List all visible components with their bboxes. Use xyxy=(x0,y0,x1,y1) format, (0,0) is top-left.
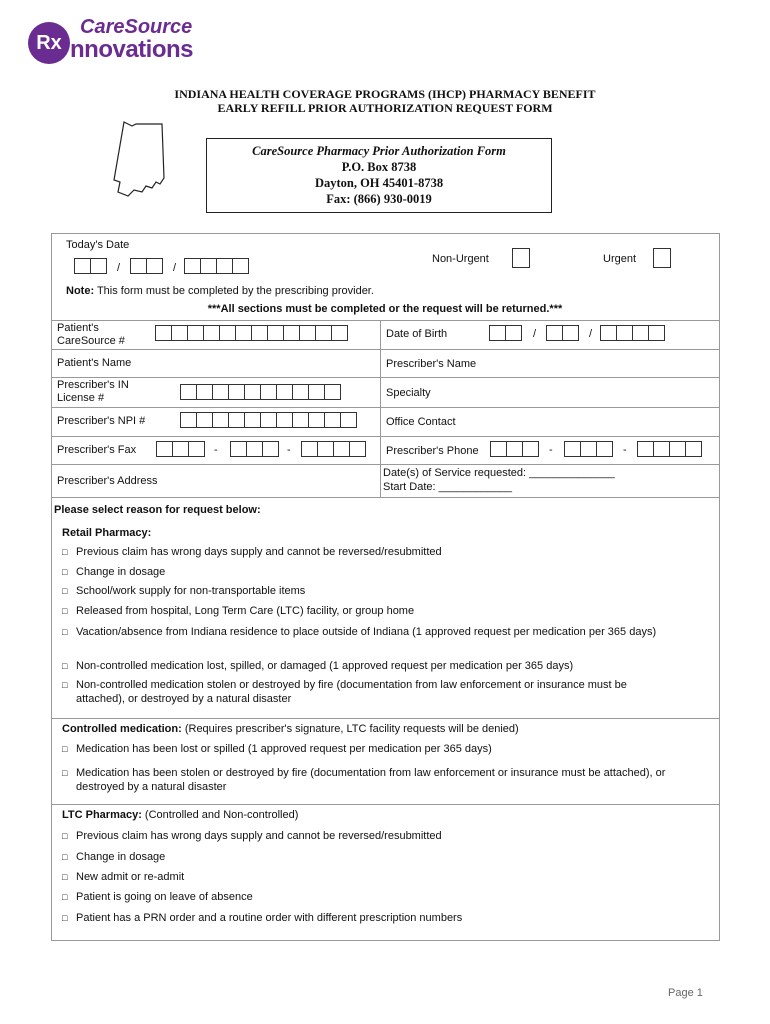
controlled-note: (Requires prescriber's signature, LTC facility requests will be denied) xyxy=(181,723,519,735)
date-month-boxes[interactable] xyxy=(74,258,107,274)
logo-mark: Rx xyxy=(28,22,70,64)
checkbox-icon[interactable]: □ xyxy=(62,892,68,902)
address-box xyxy=(206,138,552,213)
prescriber-license-boxes[interactable] xyxy=(180,384,341,400)
ltc-item[interactable] xyxy=(62,829,682,843)
retail-item-text: Non-controlled medication lost, spilled, or damaged (1 approved request per medication per 365 days) xyxy=(76,660,574,672)
fax-dash-1: - xyxy=(214,444,218,456)
ltc-item[interactable] xyxy=(62,870,682,884)
dob-slash-1: / xyxy=(533,328,537,340)
prescriber-address-label: Prescriber's Address xyxy=(57,475,158,487)
fax-dash-2: - xyxy=(287,444,291,456)
date-slash-2: / xyxy=(173,262,177,274)
prescriber-phone-label: Prescriber's Phone xyxy=(386,445,479,457)
retail-item[interactable] xyxy=(62,604,682,618)
checkbox-icon[interactable]: □ xyxy=(62,913,68,923)
date-day-boxes[interactable] xyxy=(130,258,163,274)
retail-item-text: Released from hospital, Long Term Care (LTC) facility, or group home xyxy=(76,605,415,617)
logo xyxy=(28,18,228,68)
retail-item-text: Previous claim has wrong days supply and cannot be reversed/resubmitted xyxy=(76,546,442,558)
page-number: Page 1 xyxy=(668,987,703,999)
phone-line-boxes[interactable] xyxy=(637,441,702,457)
indiana-map-icon xyxy=(112,120,172,200)
controlled-item-text: Medication has been lost or spilled (1 approved request per medication per 365 days) xyxy=(76,743,492,755)
note-bold: Note: xyxy=(66,285,95,297)
phone-dash-1: - xyxy=(549,444,553,456)
controlled-title-bold: Controlled medication: xyxy=(62,723,182,735)
ltc-item[interactable] xyxy=(62,890,682,904)
ltc-item[interactable] xyxy=(62,911,682,925)
retail-item[interactable] xyxy=(62,545,682,559)
ltc-item[interactable] xyxy=(62,850,682,864)
controlled-item[interactable] xyxy=(62,742,682,756)
controlled-item-text: Medication has been stolen or destroyed by fire (documentation from law enforcement or insurance must be attached), or destroyed by a natural disaster xyxy=(76,767,666,793)
office-contact-label: Office Contact xyxy=(386,416,456,428)
checkbox-icon[interactable]: □ xyxy=(62,606,68,616)
dob-day-boxes[interactable] xyxy=(546,325,579,341)
reasons-heading: Please select reason for request below: xyxy=(54,504,261,516)
retail-item[interactable] xyxy=(62,584,682,598)
fax-area-boxes[interactable] xyxy=(156,441,205,457)
checkbox-icon[interactable]: □ xyxy=(62,852,68,862)
controlled-item[interactable] xyxy=(62,766,682,794)
controlled-title xyxy=(62,723,519,735)
start-date-label: Start Date: ____________ xyxy=(383,481,513,493)
ltc-title-bold: LTC Pharmacy: xyxy=(62,809,142,821)
dob-month-boxes[interactable] xyxy=(489,325,522,341)
form-title xyxy=(0,87,770,115)
ltc-item-text: Patient is going on leave of absence xyxy=(76,891,253,903)
todays-date-label: Today's Date xyxy=(66,239,130,251)
retail-item-text: Non-controlled medication stolen or destroyed by fire (documentation from law enforcement or insurance must be attached), or destroyed by a natural disaster xyxy=(76,679,627,705)
title-line1: INDIANA HEALTH COVERAGE PROGRAMS (IHCP) PHARMACY BENEFIT xyxy=(174,87,596,101)
dob-slash-2: / xyxy=(589,328,593,340)
retail-item[interactable] xyxy=(62,678,682,706)
address-line2: P.O. Box 8738 xyxy=(341,160,417,174)
title-line2: EARLY REFILL PRIOR AUTHORIZATION REQUEST FORM xyxy=(217,101,553,115)
patient-caresource-boxes[interactable] xyxy=(155,325,348,341)
ltc-item-text: Patient has a PRN order and a routine order with different prescription numbers xyxy=(76,912,463,924)
date-slash-1: / xyxy=(117,262,121,274)
dob-year-boxes[interactable] xyxy=(600,325,665,341)
phone-prefix-boxes[interactable] xyxy=(564,441,613,457)
ltc-item-text: Change in dosage xyxy=(76,851,166,863)
prescriber-npi-label: Prescriber's NPI # xyxy=(57,415,146,427)
address-line4: Fax: (866) 930-0019 xyxy=(326,192,432,206)
dates-service-label: Date(s) of Service requested: ______________ xyxy=(383,467,615,479)
checkbox-icon[interactable]: □ xyxy=(62,661,68,671)
non-urgent-label: Non-Urgent xyxy=(432,253,489,265)
checkbox-icon[interactable]: □ xyxy=(62,680,68,690)
checkbox-icon[interactable]: □ xyxy=(62,627,68,637)
fax-line-boxes[interactable] xyxy=(301,441,366,457)
retail-item-text: Vacation/absence from Indiana residence to place outside of Indiana (1 approved request per medication per 365 days) xyxy=(76,626,657,638)
urgent-checkbox[interactable] xyxy=(653,248,671,268)
checkbox-icon[interactable]: □ xyxy=(62,567,68,577)
prescriber-npi-boxes[interactable] xyxy=(180,412,357,428)
retail-item-text: School/work supply for non-transportable items xyxy=(76,585,306,597)
retail-item[interactable] xyxy=(62,659,682,673)
logo-caresource: CareSource xyxy=(80,16,193,38)
checkbox-icon[interactable]: □ xyxy=(62,744,68,754)
retail-title: Retail Pharmacy: xyxy=(62,527,152,539)
all-sections-warning: ***All sections must be completed or the request will be returned.*** xyxy=(207,303,563,315)
address-line3: Dayton, OH 45401-8738 xyxy=(314,176,444,190)
date-year-boxes[interactable] xyxy=(184,258,249,274)
urgent-label: Urgent xyxy=(603,253,637,265)
address-line1: CareSource Pharmacy Prior Authorization Form xyxy=(252,144,506,158)
checkbox-icon[interactable]: □ xyxy=(62,547,68,557)
date-of-birth-label: Date of Birth xyxy=(386,328,448,340)
checkbox-icon[interactable]: □ xyxy=(62,831,68,841)
retail-item[interactable] xyxy=(62,565,682,579)
checkbox-icon[interactable]: □ xyxy=(62,768,68,778)
logo-innovations: nnovations xyxy=(70,36,194,63)
ltc-note: (Controlled and Non-controlled) xyxy=(141,809,299,821)
ltc-item-text: New admit or re-admit xyxy=(76,871,185,883)
checkbox-icon[interactable]: □ xyxy=(62,872,68,882)
phone-area-boxes[interactable] xyxy=(490,441,539,457)
phone-dash-2: - xyxy=(623,444,627,456)
specialty-label: Specialty xyxy=(386,387,431,399)
ltc-item-text: Previous claim has wrong days supply and cannot be reversed/resubmitted xyxy=(76,830,442,842)
fax-prefix-boxes[interactable] xyxy=(230,441,279,457)
note xyxy=(66,285,374,297)
patient-caresource-label: Patient's CareSource # xyxy=(57,322,125,347)
patient-name-label: Patient's Name xyxy=(57,357,132,369)
retail-item[interactable] xyxy=(62,625,682,639)
prescriber-fax-label: Prescriber's Fax xyxy=(57,444,137,456)
note-text: This form must be completed by the prescribing provider. xyxy=(94,285,374,297)
non-urgent-checkbox[interactable] xyxy=(512,248,530,268)
prescriber-name-label: Prescriber's Name xyxy=(386,358,477,370)
ltc-title xyxy=(62,809,298,821)
checkbox-icon[interactable]: □ xyxy=(62,586,68,596)
prescriber-license-label: Prescriber's IN License # xyxy=(57,379,129,404)
retail-item-text: Change in dosage xyxy=(76,566,166,578)
